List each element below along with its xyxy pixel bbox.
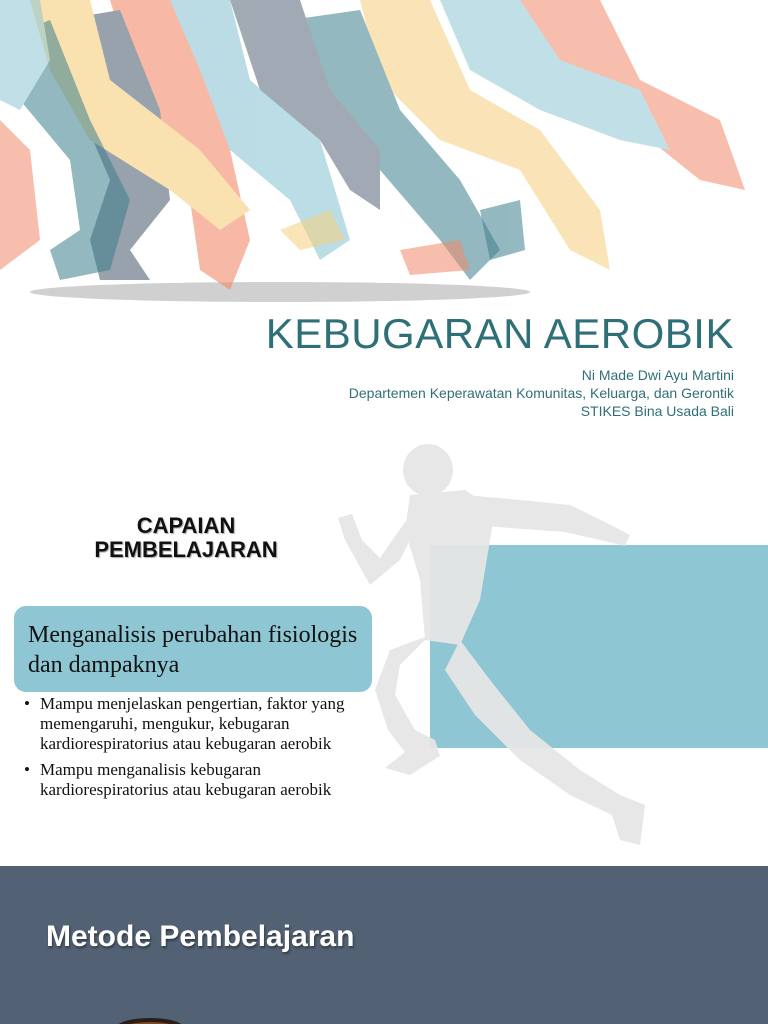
learning-outcomes-heading: [40, 514, 332, 562]
department-name: Departemen Keperawatan Komunitas, Keluarga, dan Gerontik: [348, 385, 734, 401]
outcome-bullet-list: [24, 694, 354, 806]
learning-method-heading: Metode Pembelajaran: [46, 920, 355, 953]
presentation-title: KEBUGARAN AEROBIK: [265, 310, 734, 357]
running-people-illustration: [0, 0, 768, 310]
heading-line-2: PEMBELAJARAN: [94, 537, 278, 562]
list-item: [24, 760, 354, 800]
bullet-icon: •: [24, 694, 30, 713]
runner-silhouette-icon: [330, 440, 660, 866]
main-outcome-text: Menganalisis perubahan fisiologis dan dampaknya: [28, 622, 358, 678]
main-outcome-box: [14, 606, 372, 692]
title-slide: [0, 0, 768, 440]
bullet-text: Mampu menganalisis kebugaran kardiorespiratorius atau kebugaran aerobik: [40, 760, 332, 799]
heading-line-1: CAPAIAN: [136, 513, 236, 538]
bullet-icon: •: [24, 760, 30, 779]
learning-outcomes-slide: [0, 440, 768, 866]
bullet-text: Mampu menjelaskan pengertian, faktor yang memengaruhi, mengukur, kebugaran kardiorespiratorius atau kebugaran aerobik: [40, 694, 345, 753]
presenter-info: [349, 366, 734, 420]
decorative-icon: [110, 1014, 200, 1024]
institution-name: STIKES Bina Usada Bali: [580, 403, 734, 419]
author-name: Ni Made Dwi Ayu Martini: [581, 367, 734, 383]
learning-method-slide: [0, 866, 768, 1024]
list-item: [24, 694, 354, 754]
ground-shadow: [30, 282, 530, 302]
